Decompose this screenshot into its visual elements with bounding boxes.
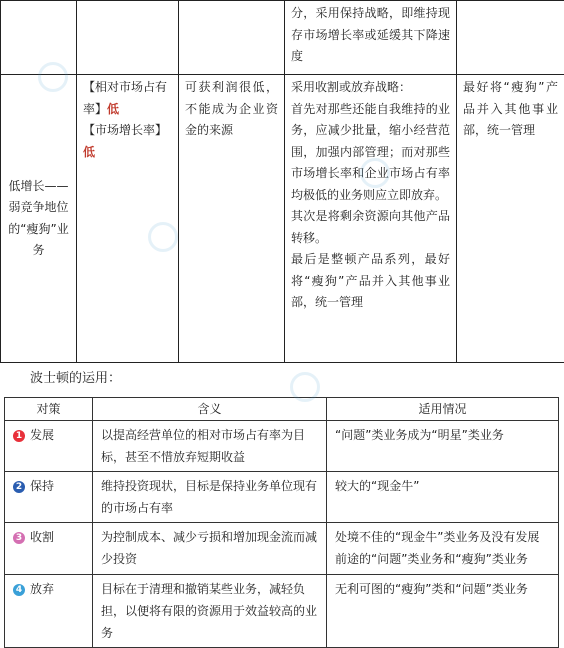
table-cell: 分，采用保持战略，即维持现存市场增长率或延缓其下降速度 — [285, 1, 457, 75]
table-cell — [457, 1, 564, 75]
strategy-name: 收割 — [30, 530, 54, 544]
meaning-cell: 维持投资现状，目标是保持业务单位现有的市场占有率 — [93, 472, 327, 523]
table-row — [5, 575, 559, 648]
case-cell: 无利可图的“瘦狗”类和“问题”类业务 — [327, 575, 559, 648]
profit-cell: 可获利润很低，不能成为企业资金的来源 — [179, 75, 285, 363]
number-badge-icon: 3 — [13, 532, 25, 544]
case-cell: 较大的“现金牛” — [327, 472, 559, 523]
header-applicable: 适用情况 — [327, 398, 559, 421]
strategy-line-3: 其次是将剩余资源向其他产品转移。 — [291, 206, 450, 249]
strategy-line-2: 首先对那些还能自我维持的业务，应减少批量，缩小经营范围，加强内部管理；而对那些市场增长率和企业市场占有率均极低的业务则应立即放弃。 — [291, 99, 450, 207]
table-cell — [1, 1, 77, 75]
bcg-strategy-table — [4, 397, 559, 648]
strategy-name-cell — [5, 421, 93, 472]
note-cell: 最好将“瘦狗”产品并入其他事业部，统一管理 — [457, 75, 564, 363]
table-row — [1, 1, 564, 75]
table-row — [5, 421, 559, 472]
table-cell — [77, 1, 179, 75]
strategy-cell — [285, 75, 457, 363]
value-relative-share: 低 — [107, 102, 119, 116]
feature-cell — [77, 75, 179, 363]
strategy-name-cell — [5, 575, 93, 648]
strategy-line-4: 最后是整顿产品系列，最好将“瘦狗”产品并入其他事业部，统一管理 — [291, 249, 450, 314]
strategy-name-cell — [5, 523, 93, 575]
case-cell: 处境不佳的“现金牛”类业务及没有发展前途的“问题”类业务和“瘦狗”类业务 — [327, 523, 559, 575]
number-badge-icon: 4 — [13, 584, 25, 596]
label-growth-rate: 【市场增长率】 — [83, 123, 167, 137]
number-badge-icon: 2 — [13, 481, 25, 493]
table-cell — [179, 1, 285, 75]
number-badge-icon: 1 — [13, 430, 25, 442]
strategy-line-1: 采用收割或放弃战略： — [291, 77, 450, 99]
strategy-name: 放弃 — [30, 582, 54, 596]
value-growth-rate: 低 — [83, 145, 95, 159]
table-header-row — [5, 398, 559, 421]
table-row — [1, 75, 564, 363]
category-cell: 低增长——弱竞争地位的“瘦狗”业务 — [1, 75, 77, 363]
meaning-cell: 为控制成本、减少亏损和增加现金流而减少投资 — [93, 523, 327, 575]
case-cell: “问题”类业务成为“明星”类业务 — [327, 421, 559, 472]
table-row — [5, 472, 559, 523]
meaning-cell: 以提高经营单位的相对市场占有率为目标，甚至不惜放弃短期收益 — [93, 421, 327, 472]
section-title: 波士顿的运用： — [30, 367, 121, 386]
header-meaning: 含义 — [93, 398, 327, 421]
label-relative-share: 【相对市场占有率】 — [83, 80, 167, 116]
strategy-name-cell — [5, 472, 93, 523]
header-strategy: 对策 — [5, 398, 93, 421]
strategy-name: 发展 — [30, 428, 54, 442]
strategy-name: 保持 — [30, 479, 54, 493]
meaning-cell: 目标在于清理和撤销某些业务，减轻负担，以便将有限的资源用于效益较高的业务 — [93, 575, 327, 648]
table-row — [5, 523, 559, 575]
